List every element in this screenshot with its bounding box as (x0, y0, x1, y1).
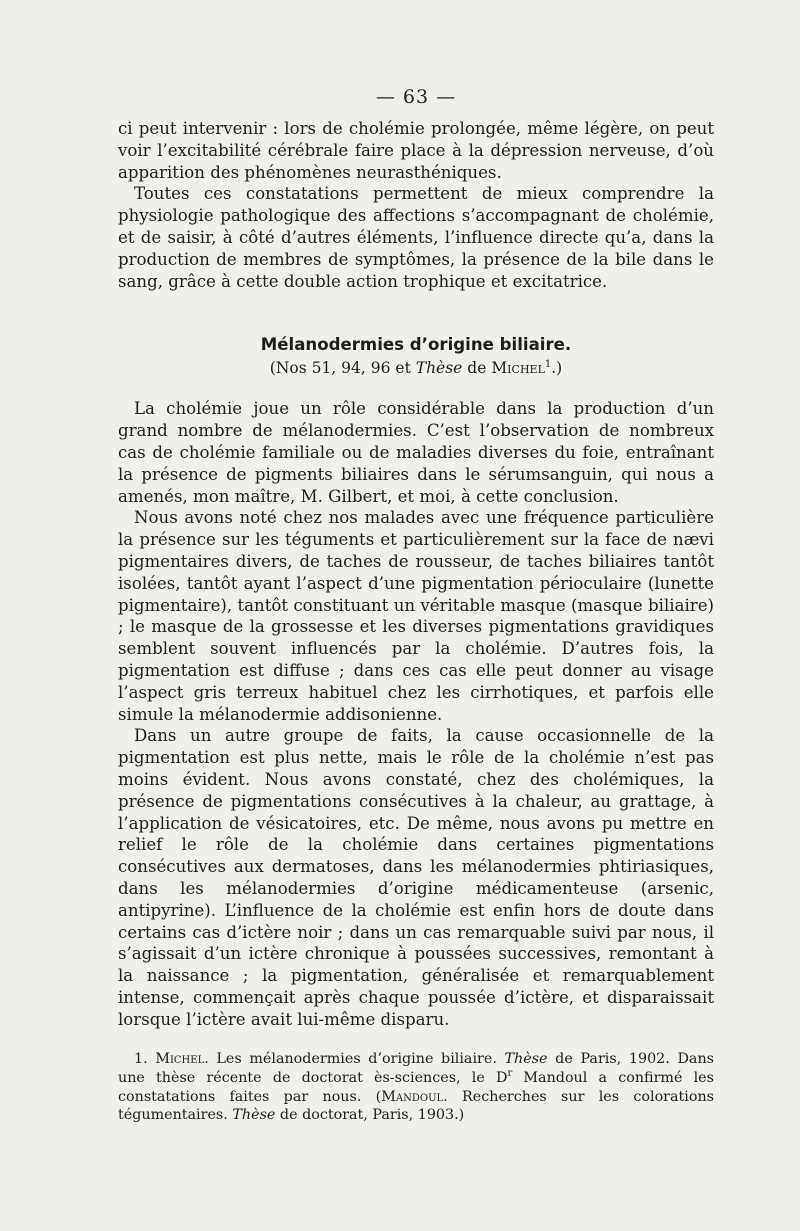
footnote-number: 1. (134, 1051, 148, 1068)
section-heading: Mélanodermies d’origine biliaire. (260, 335, 572, 355)
paragraph-cholemie: La cholémie joue un rôle considérable dans la production d’un grand nombre de mélanodermies. C’est l’observation de nombreux cas de cholémie familiale ou de maladies diverses du foie, entraînant la présence de pigments biliaires dans le sérumsanguin, qui nous a amenés, mon maître, M. Gilbert, et moi, à cette conclusion. (118, 399, 714, 506)
paragraph-physiologie: Toutes ces constatations permettent de mieux comprendre la physiologie pathologique des affections s’accompagnant de cholémie, et de saisir, à côté d’autres éléments, l’influence directe qu’a, dans la production de membres de symptômes, la présence de la bile dans le sang, grâce à cette double action trophique et excitatrice. (118, 184, 714, 291)
footnote-text-3: Mandoul a confirmé les constatations faites par nous. ( (118, 1070, 714, 1105)
ref-note-mark: 1 (544, 359, 552, 371)
footnote-author-mandoul: Mandoul (381, 1088, 444, 1105)
footnote-text-2: de Paris, 1902. Dans une thèse récente de doctorat ès-sciences, le D (118, 1051, 714, 1087)
ref-suffix: .) (551, 359, 563, 378)
section-reference (118, 358, 714, 378)
ref-these: Thèse (415, 359, 463, 378)
footnote-italic-these-2: Thèse (232, 1107, 276, 1124)
footnote (118, 1050, 714, 1124)
footnote-italic-these-1: Thèse (504, 1051, 548, 1068)
ref-prefix: (Nos 51, 94, 96 et (269, 359, 416, 378)
footnote-dr-sup: r (507, 1068, 513, 1080)
page-number: — 63 — (375, 86, 457, 108)
paragraph-autre-groupe: Dans un autre groupe de faits, la cause occasionnelle de la pigmentation est plus nette, mais le rôle de la cholémie n’est pas moins évident. Nous avons constaté, chez des cholémiques, la présence de pigmentations consécutives à la chaleur, au grattage, à l’application de vésicatoires, etc. De même, nous avons pu mettre en relief le rôle de la cholémie dans certaines pigmentations consécutives aux dermatoses, dans les mélanodermies phtiriasiques, dans les mélanodermies d’origine médicamenteuse (arsenic, antipyrine). L’influence de la cholémie est enfin hors de doute dans certains cas d’ictère noir ; dans un cas remarquable suivi par nous, il s’agissait d’un ictère chronique à poussées successives, remontant à la naissance ; la pigmentation, généralisée et remarquablement intense, commençait après chaque poussée d’ictère, et disparaissait lorsque l’ictère avait lui-même disparu. (118, 726, 714, 1029)
footnote-author-michel: Michel (155, 1051, 205, 1068)
footnote-text-4: . Recherches sur les colorations tégumentaires. (118, 1088, 714, 1124)
ref-author: Michel (491, 359, 545, 378)
paragraph-malades: Nous avons noté chez nos malades avec une fréquence particulière la présence sur les téguments et particulièrement sur la face de nævi pigmentaires divers, de taches de rousseur, de taches biliaires tantôt isolées, tantôt ayant l’aspect d’une pigmentation périoculaire (lunette pigmentaire), tantôt constituant un véritable masque (masque biliaire) ; le masque de la grossesse et les diverses pigmentations gravidiques semblent souvent influencés par la cholémie. D’autres fois, la pigmentation est diffuse ; dans ces cas elle peut donner au visage l’aspect gris terreux habituel chez les cirrhotiques, et parfois elle simule la mélanodermie addisonienne. (118, 508, 714, 724)
paragraph-continuation: ci peut intervenir : lors de cholémie prolongée, même légère, on peut voir l’excitabilité cérébrale faire place à la dépression nerveuse, d’où apparition des phénomènes neurasthéniques. (118, 119, 714, 182)
ref-de: de (462, 359, 492, 378)
footnote-text-5: de doctorat, Paris, 1903.) (275, 1107, 465, 1124)
footnote-text-1: . Les mélanodermies d’origine biliaire. (204, 1051, 505, 1068)
